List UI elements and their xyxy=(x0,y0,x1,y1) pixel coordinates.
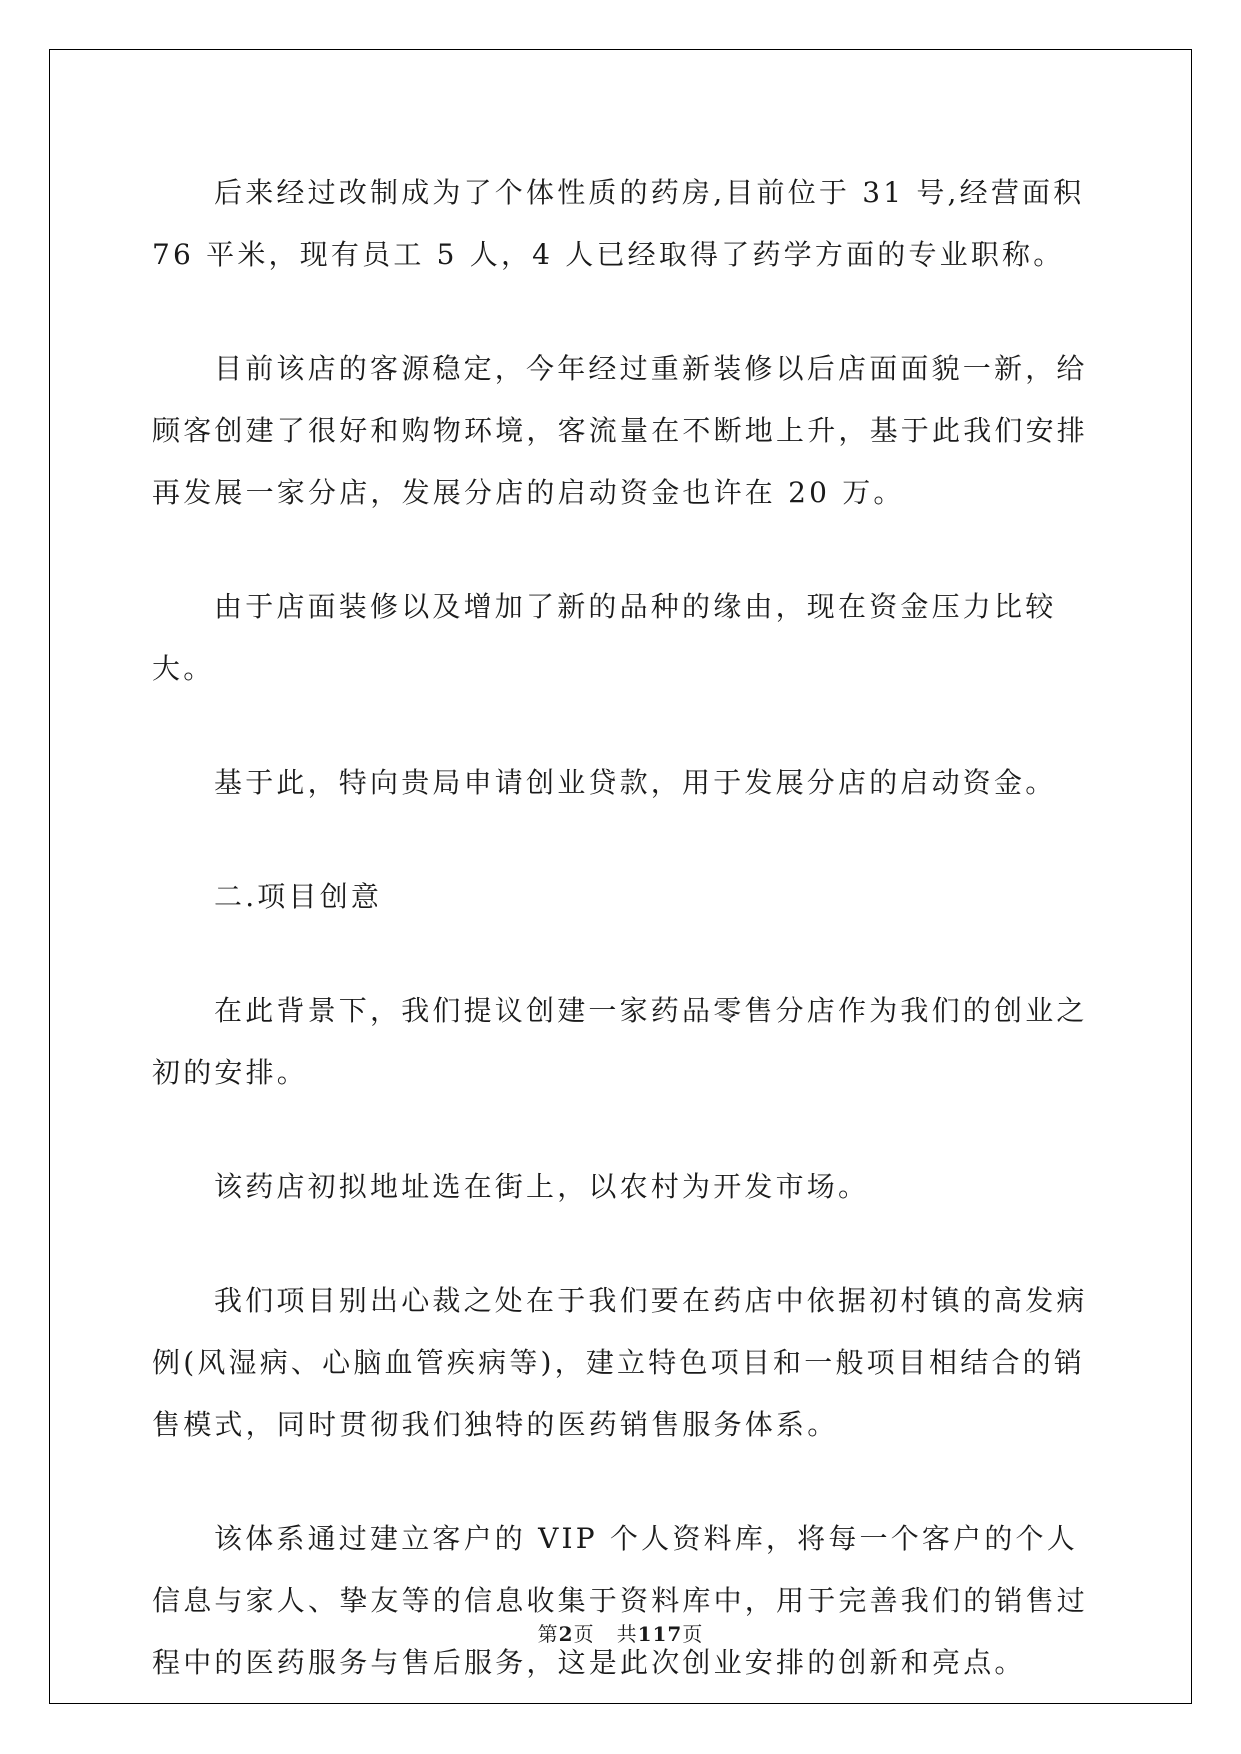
page-prefix: 第 xyxy=(537,1622,559,1646)
paragraph-8: 我们项目别出心裁之处在于我们要在药店中依据初村镇的高发病例(风湿病、心脑血管疾病等)，建立特色项目和一般项目相结合的销售模式，同时贯彻我们独特的医药销售服务体系。 xyxy=(152,1284,1088,1441)
total-pages: 117 xyxy=(637,1622,683,1646)
page-number: 2 xyxy=(558,1622,574,1646)
paragraph-4: 基于此，特向贵局申请创业贷款，用于发展分店的启动资金。 xyxy=(214,766,1057,799)
document-body xyxy=(152,162,1092,1694)
section-heading: 二.项目创意 xyxy=(214,880,383,913)
page-footer xyxy=(0,1618,1241,1647)
paragraph-3: 由于店面装修以及增加了新的品种的缘由，现在资金压力比较大。 xyxy=(152,590,1057,685)
paragraph-6: 在此背景下，我们提议创建一家药品零售分店作为我们的创业之初的安排。 xyxy=(152,994,1088,1089)
paragraph-7: 该药店初拟地址选在街上，以农村为开发市场。 xyxy=(214,1170,870,1203)
paragraph-9: 该体系通过建立客户的 VIP 个人资料库，将每一个客户的个人信息与家人、挚友等的信息收集于资料库中，用于完善我们的销售过程中的医药服务与售后服务，这是此次创业安排的创新和亮点。 xyxy=(152,1522,1089,1679)
total-suffix: 页 xyxy=(682,1622,704,1646)
paragraph-2: 目前该店的客源稳定，今年经过重新装修以后店面面貌一新，给顾客创建了很好和购物环境，客流量在不断地上升，基于此我们安排再发展一家分店，发展分店的启动资金也许在 20 万。 xyxy=(152,352,1089,509)
total-prefix: 共 xyxy=(616,1622,638,1646)
page-suffix: 页 xyxy=(573,1622,595,1646)
paragraph-1: 后来经过改制成为了个体性质的药房,目前位于 31 号,经营面积 76 平米，现有员工 5 人，4 人已经取得了药学方面的专业职称。 xyxy=(152,176,1085,271)
